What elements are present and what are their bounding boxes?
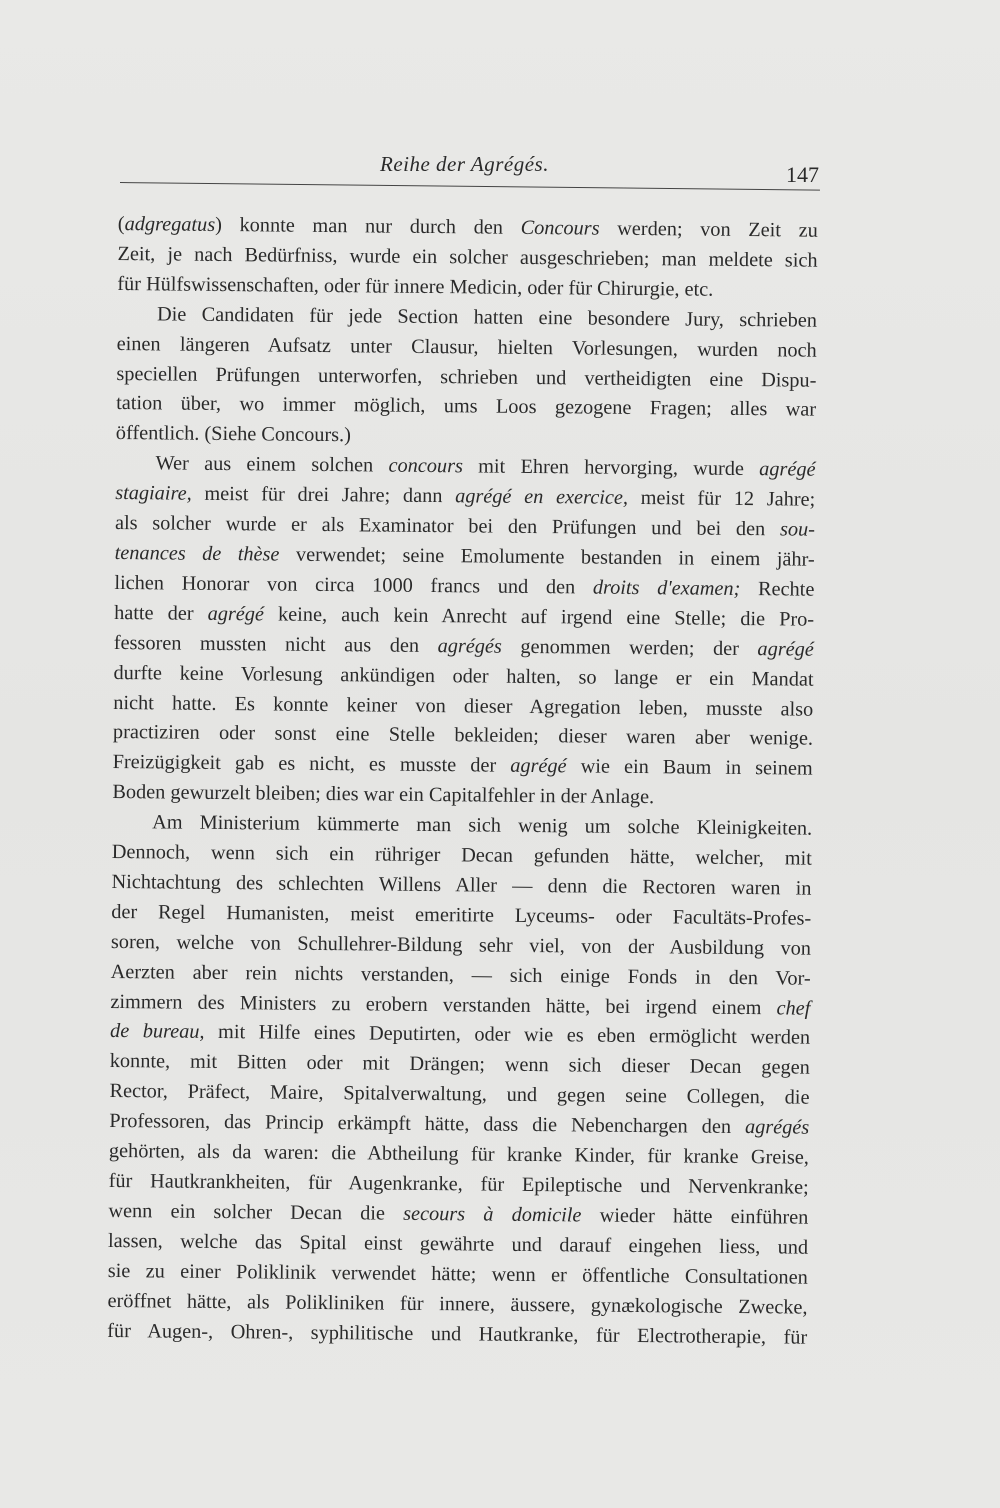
italic-segment: agrégés: [744, 1116, 810, 1139]
text-segment: nicht hatte. Es konnte keiner von dieser Agregation leben, musste also: [113, 691, 814, 721]
text-segment: ) konnte man nur durch den: [215, 213, 521, 239]
text-segment: lassen, welche das Spital einst gewährte und darauf eingehen liess, und: [107, 1229, 809, 1259]
italic-segment: chef: [776, 996, 811, 1020]
text-segment: Aerzten aber rein nichts verstanden, — sich einige Fonds in den Vor-: [110, 960, 811, 990]
italic-segment: droits d'examen;: [592, 576, 741, 600]
text-segment: zimmern des Ministers zu erobern verstanden hätte, bei irgend einem: [110, 990, 777, 1019]
text-segment: practiziren oder sonst eine Stelle bekleiden; dieser waren aber wenige.: [112, 721, 814, 751]
text-segment: Zeit, je nach Bedürfniss, wurde ein solcher ausgeschrieben; man meldete sich: [117, 242, 818, 272]
text-segment: keine, auch kein Anrecht auf irgend eine Stelle; die Pro-: [263, 603, 815, 631]
italic-segment: de bureau,: [110, 1020, 205, 1044]
italic-segment: tenances de thèse: [114, 541, 280, 566]
page-number: 147: [786, 162, 819, 187]
running-head: Reihe der Agrégés.: [380, 152, 549, 176]
text-segment: hatte der: [114, 601, 208, 625]
text-segment: mit Hilfe eines Deputirten, oder wie es eben ermöglicht werden: [204, 1021, 811, 1050]
text-segment: Freizügigkeit gab es nicht, es musste der: [112, 751, 511, 778]
text-segment: eröffnet hätte, als Polikliniken für innere, äussere, gynækologische Zwecke,: [107, 1289, 808, 1319]
text-line: [107, 1316, 807, 1353]
italic-segment: agrégé: [757, 637, 814, 661]
text-segment: Professoren, das Princip erkämpft hätte, dass die Nebenchargen den: [109, 1110, 746, 1139]
text-segment: für Hautkrankheiten, für Augenkranke, für Epileptische und Nervenkranke;: [108, 1169, 809, 1199]
italic-segment: adgregatus: [124, 213, 216, 236]
text-segment: für Hülfswissenschaften, oder für innere Medicin, oder für Chirurgie, etc.: [117, 272, 714, 301]
italic-segment: agrégés: [437, 634, 502, 658]
text-segment: werden; von Zeit zu: [599, 217, 818, 242]
italic-segment: stagiaire,: [115, 482, 192, 505]
text-segment: speciellen Prüfungen unterworfen, schrieben und vertheidigten eine Dispu-: [116, 362, 817, 392]
text-segment: öffentlich. (Siehe Concours.): [115, 422, 352, 447]
text-segment: tation über, wo immer möglich, ums Loos gezogene Fragen; alles war: [116, 392, 817, 422]
text-segment: Nichtachtung des schlechten Willens Aller — denn die Rectoren waren in: [111, 870, 812, 900]
text-segment: meist für 12 Jahre;: [627, 487, 816, 511]
text-segment: der Regel Humanisten, meist emeritirte Lyceums- oder Facultäts-Profes-: [111, 900, 812, 930]
text-segment: wenn ein solcher Decan die: [108, 1199, 404, 1225]
text-segment: soren, welche von Schullehrer-Bildung sehr viel, von der Ausbildung von: [110, 930, 812, 960]
text-segment: Rector, Präfect, Maire, Spitalverwaltung, und gegen seine Collegen, die: [109, 1080, 810, 1109]
text-segment: Boden gewurzelt bleiben; dies war ein Capitalfehler in der Anlage.: [112, 781, 655, 809]
italic-segment: agrégé: [207, 602, 265, 626]
text-segment: Wer aus einem solchen: [155, 452, 389, 477]
text-segment: durfte keine Vorlesung ankündigen oder halten, so lange er ein Mandat: [113, 661, 814, 691]
italic-segment: agrégé: [759, 458, 816, 481]
italic-segment: sou-: [779, 518, 816, 541]
text-segment: Dennoch, wenn sich ein rühriger Decan gefunden hätte, welcher, mit: [111, 841, 812, 870]
italic-segment: agrégé en exercice,: [455, 485, 629, 510]
text-segment: Die Candidaten für jede Section hatten eine besondere Jury, schrieben: [156, 303, 818, 332]
text-segment: genommen werden; der: [501, 635, 758, 660]
text-segment: einen längeren Aufsatz unter Clausur, hielten Vorlesungen, wurden noch: [116, 332, 817, 362]
text-segment: verwendet; seine Emolumente bestanden in einem jähr-: [279, 543, 815, 571]
text-segment: Am Ministerium kümmerte man sich wenig um solche Kleinigkeiten.: [152, 811, 813, 840]
text-segment: mit Ehren hervorging, wurde: [462, 455, 760, 481]
header-rule: [120, 182, 820, 191]
italic-segment: concours: [388, 454, 464, 478]
text-segment: wie ein Baum in seinem: [566, 755, 813, 781]
text-segment: (: [117, 212, 125, 236]
text-segment: fessoren mussten nicht aus den: [113, 631, 438, 657]
text-segment: meist für drei Jahre; dann: [191, 482, 456, 508]
text-segment: Rechte: [740, 577, 815, 601]
text-segment: gehörten, als da waren: die Abtheilung für kranke Kinder, für kranke Greise,: [108, 1140, 810, 1169]
italic-segment: agrégé: [510, 755, 567, 778]
text-segment: sie zu einer Poliklinik verwendet hätte; wenn er öffentliche Consultationen: [107, 1259, 808, 1289]
text-segment: lichen Honorar von circa 1000 francs und den: [114, 571, 594, 599]
text-segment: für Augen-, Ohren-, syphilitische und Hautkranke, für Electrotherapie, für: [107, 1319, 808, 1349]
italic-segment: Concours: [520, 216, 600, 240]
text-segment: wieder hätte einführen: [581, 1204, 809, 1229]
italic-segment: secours à domicile: [403, 1202, 582, 1227]
body-text: [107, 210, 818, 1353]
text-segment: konnte, mit Bitten oder mit Drängen; wenn sich dieser Decan gegen: [109, 1050, 810, 1080]
text-segment: als solcher wurde er als Examinator bei den Prüfungen und bei den: [114, 512, 781, 541]
